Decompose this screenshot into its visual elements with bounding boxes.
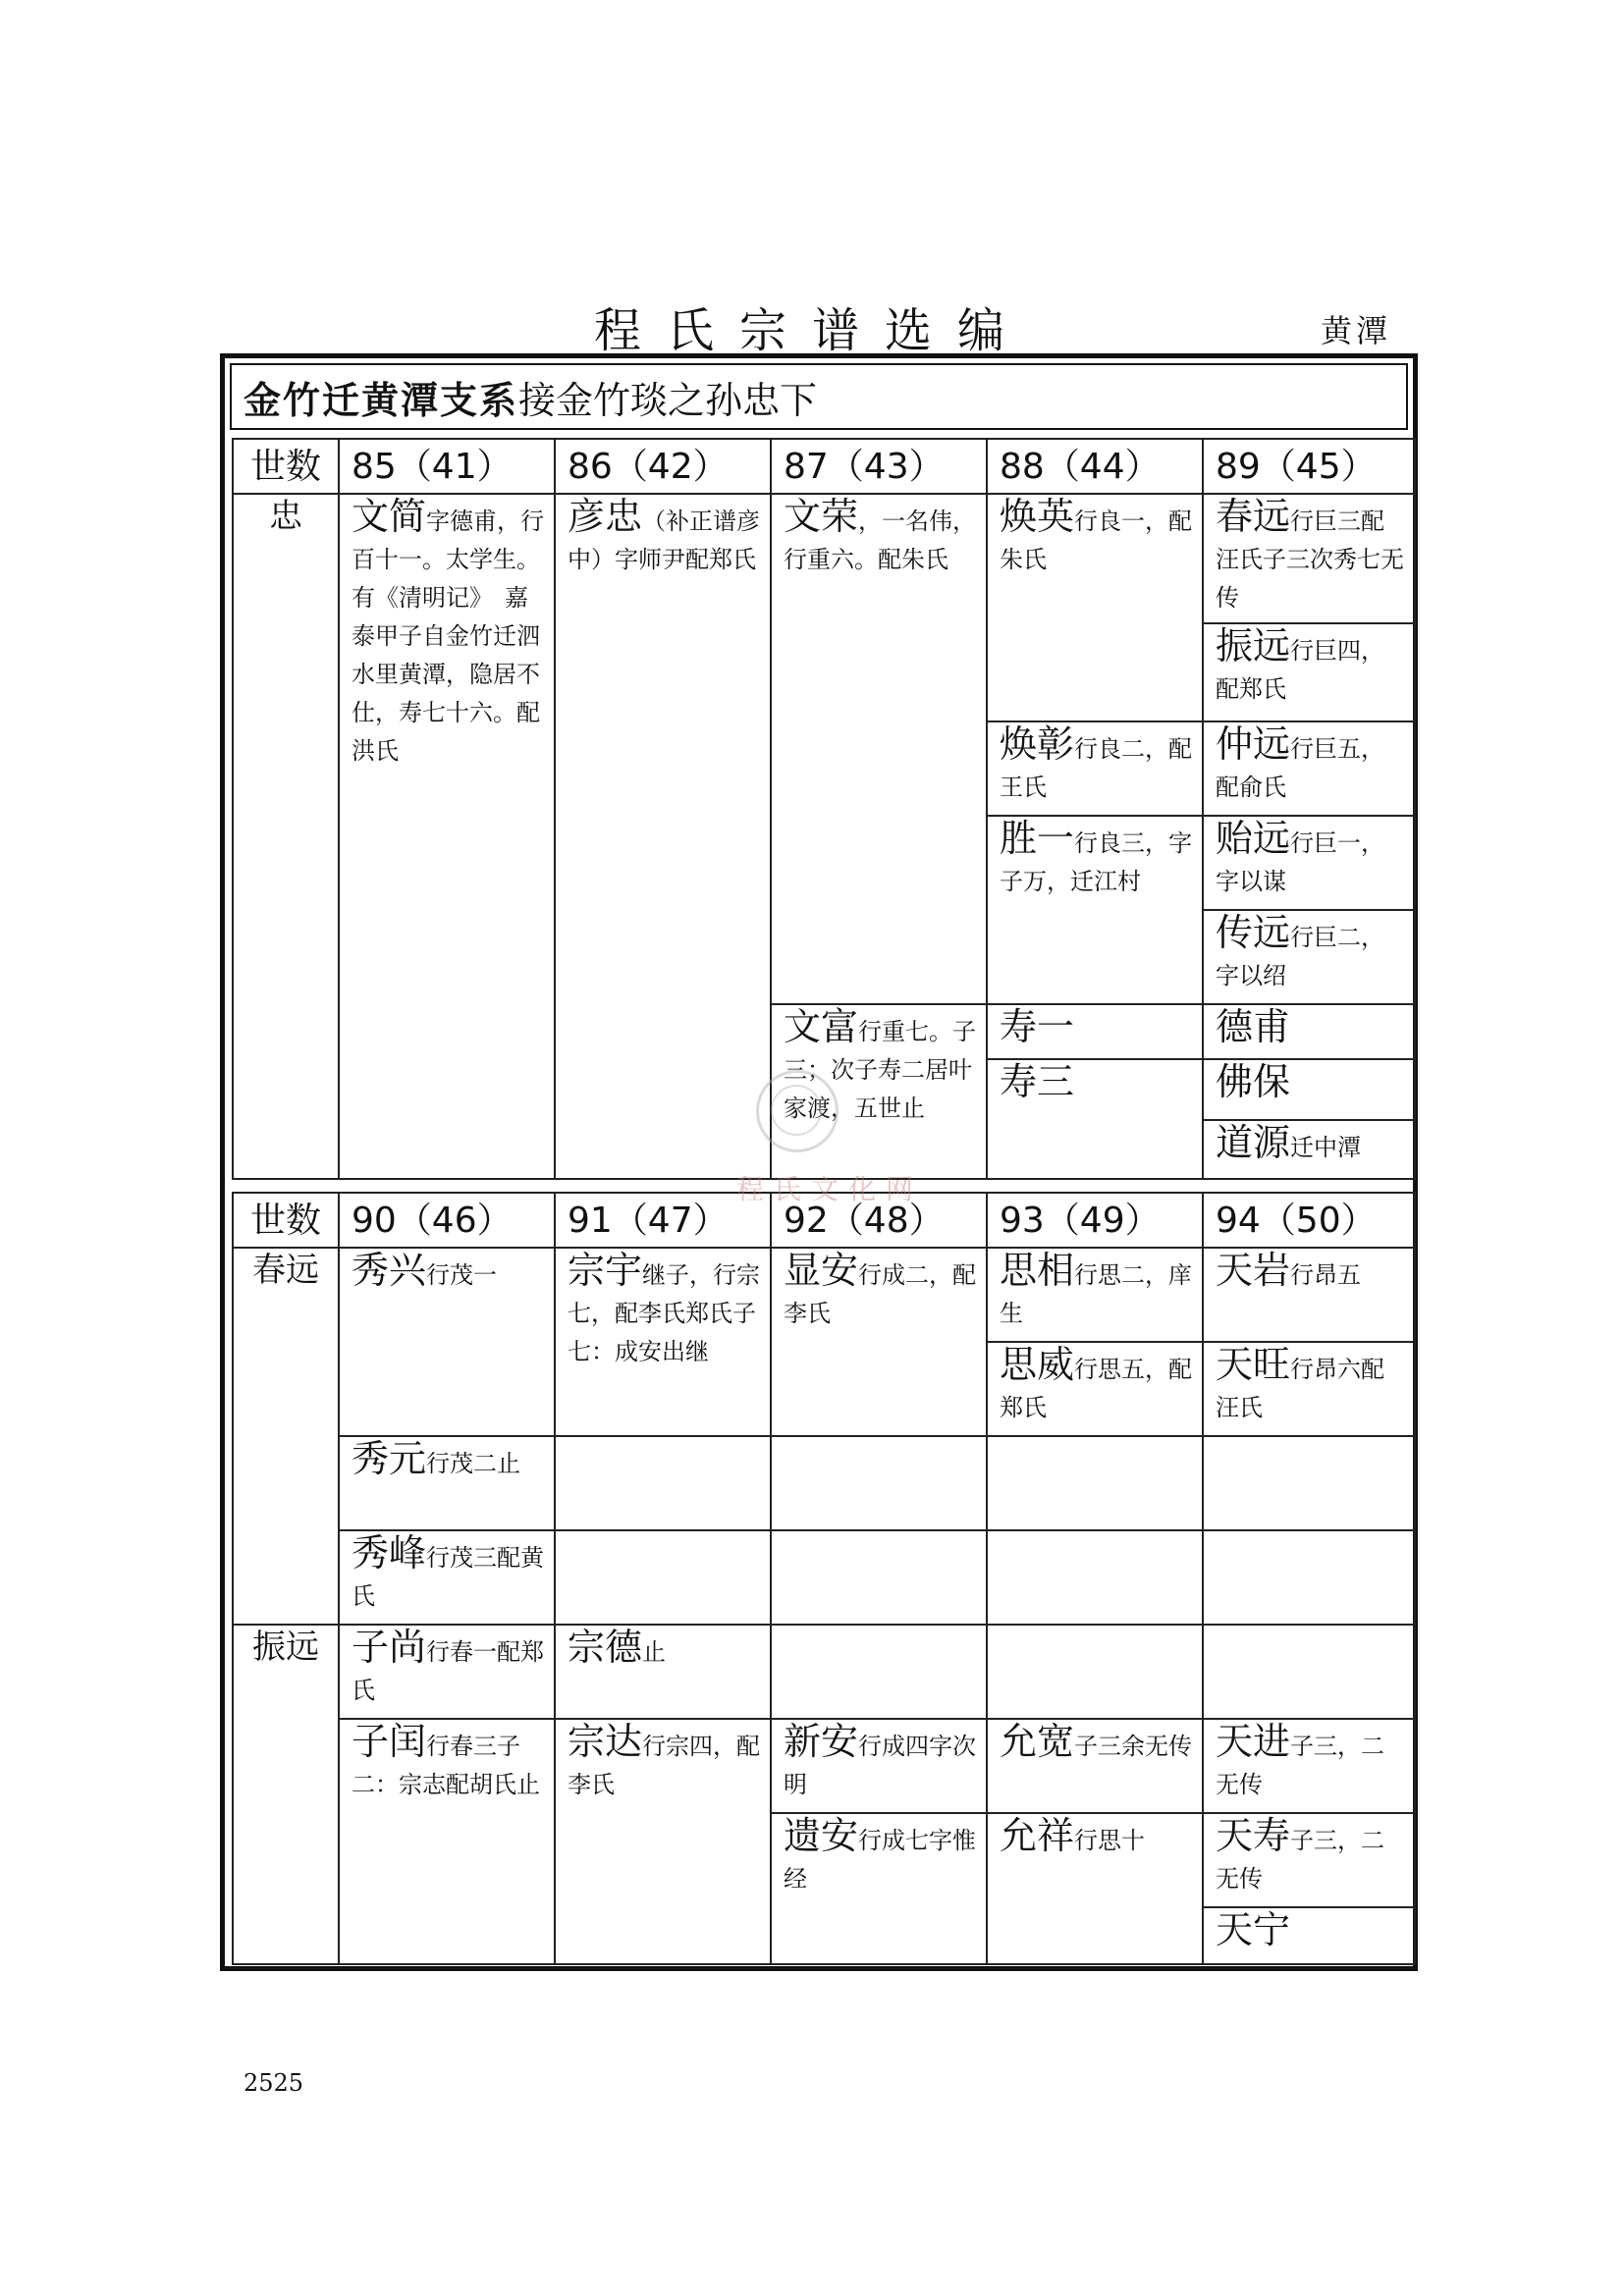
empty-cell — [771, 1436, 987, 1530]
branch-title: 金竹迁黄潭支系 — [244, 377, 519, 422]
person-note: 行巨五，配俞氏 — [1216, 735, 1385, 801]
person-name: 寿三 — [1000, 1060, 1075, 1103]
header-gen-92: 92（48） — [771, 1193, 987, 1248]
person-name: 德甫 — [1216, 1005, 1291, 1048]
header-gen-93: 93（49） — [987, 1193, 1203, 1248]
person-note: 行良二，配王氏 — [1000, 735, 1193, 801]
person-name: 子尚 — [352, 1626, 427, 1669]
header-gen-88: 88（44） — [987, 439, 1203, 494]
person-name: 传远 — [1216, 911, 1291, 954]
person-entry — [555, 1248, 771, 1436]
person-note: 行春三子二：宗志配胡氏止 — [352, 1733, 540, 1798]
person-note: 止 — [642, 1638, 667, 1666]
person-name: 文荣 — [784, 495, 859, 538]
person-name: 显安 — [784, 1249, 859, 1292]
person-note: 行昂六配汪氏 — [1216, 1356, 1385, 1421]
empty-cell — [771, 1530, 987, 1625]
person-entry — [555, 1719, 771, 1964]
person-entry — [1203, 1004, 1415, 1059]
person-note: 行茂三配黄氏 — [352, 1544, 545, 1610]
person-entry — [555, 494, 771, 1179]
person-entry — [987, 721, 1203, 816]
empty-cell — [987, 1530, 1203, 1625]
seal-inner-ring — [771, 1085, 822, 1136]
person-note: 子三，二无传 — [1216, 1733, 1385, 1798]
person-entry — [339, 1248, 555, 1436]
person-name: 天旺 — [1216, 1343, 1291, 1386]
person-note: 继子，行宗七，配李氏郑氏子七：成安出继 — [568, 1261, 761, 1365]
empty-cell — [555, 1436, 771, 1530]
person-entry — [987, 494, 1203, 721]
person-name: 道源 — [1216, 1121, 1291, 1164]
person-entry — [1203, 494, 1415, 623]
person-name: 文简 — [352, 495, 427, 538]
person-name: 宗达 — [568, 1720, 643, 1763]
person-entry — [987, 1004, 1203, 1059]
person-name: 焕英 — [1000, 495, 1075, 538]
person-entry — [771, 494, 987, 1004]
person-note: 行茂二止 — [426, 1450, 521, 1477]
empty-cell — [771, 1625, 987, 1719]
person-note: 迁中潭 — [1290, 1134, 1362, 1161]
person-name: 思相 — [1000, 1249, 1075, 1292]
header-row — [233, 439, 1415, 494]
person-name: 宗德 — [568, 1626, 643, 1669]
person-note: 行昂五 — [1290, 1261, 1362, 1289]
header-generation-label: 世数 — [233, 439, 339, 494]
person-entry — [987, 1059, 1203, 1179]
person-name: 天进 — [1216, 1720, 1291, 1763]
person-entry — [987, 1719, 1203, 1813]
empty-cell — [1203, 1436, 1415, 1530]
person-entry — [1203, 1342, 1415, 1436]
person-entry — [987, 1813, 1203, 1964]
header-gen-87: 87（43） — [771, 439, 987, 494]
person-entry — [1203, 721, 1415, 816]
person-name: 允宽 — [1000, 1720, 1075, 1763]
person-entry — [1203, 1907, 1415, 1964]
person-name: 遗安 — [784, 1814, 859, 1857]
person-note: 行成四字次明 — [784, 1733, 977, 1798]
branch-subtitle: 接金竹琰之孙忠下 — [518, 378, 818, 422]
person-name: 佛保 — [1216, 1060, 1291, 1103]
person-entry — [771, 1248, 987, 1436]
person-entry — [339, 1530, 555, 1625]
person-note: 行思十 — [1074, 1827, 1146, 1854]
ancestor-label: 振远 — [233, 1625, 339, 1964]
empty-cell — [555, 1530, 771, 1625]
header-gen-86: 86（42） — [555, 439, 771, 494]
site-watermark: 程氏文化网 — [736, 1173, 924, 1205]
person-note: 行良一，配朱氏 — [1000, 507, 1193, 573]
person-name: 宗宇 — [568, 1249, 643, 1292]
person-entry — [339, 1436, 555, 1530]
person-entry — [1203, 1719, 1415, 1813]
ancestor-label: 春远 — [233, 1248, 339, 1625]
person-name: 允祥 — [1000, 1814, 1075, 1857]
person-name: 秀元 — [352, 1437, 427, 1480]
person-entry — [339, 494, 555, 1179]
person-note: 行成七字惟经 — [784, 1827, 977, 1893]
person-name: 文富 — [784, 1005, 859, 1048]
person-name: 天寿 — [1216, 1814, 1291, 1857]
person-entry — [1203, 623, 1415, 721]
person-name: 新安 — [784, 1720, 859, 1763]
page-tag: 黄潭 — [1321, 312, 1392, 349]
person-note: 行良三，字子万，迁江村 — [1000, 829, 1193, 895]
person-note: 行巨三配汪氏子三次秀七无传 — [1216, 507, 1404, 612]
person-name: 秀兴 — [352, 1249, 427, 1292]
empty-cell — [987, 1625, 1203, 1719]
person-note: 行茂一 — [426, 1261, 498, 1289]
person-name: 春远 — [1216, 495, 1291, 538]
person-entry — [987, 1342, 1203, 1436]
person-note: 行巨一，字以谋 — [1216, 829, 1385, 895]
person-note: 子三，二无传 — [1216, 1827, 1385, 1893]
person-name: 寿一 — [1000, 1005, 1075, 1048]
person-name: 仲远 — [1216, 722, 1291, 766]
person-note: （补正谱彦中）字师尹配郑氏 — [568, 507, 761, 573]
header-gen-89: 89（45） — [1203, 439, 1415, 494]
person-entry — [1203, 910, 1415, 1004]
person-name: 思威 — [1000, 1343, 1075, 1386]
person-entry — [555, 1625, 771, 1719]
person-note: 行宗四，配李氏 — [568, 1733, 761, 1798]
empty-cell — [987, 1436, 1203, 1530]
person-note: 行巨四，配郑氏 — [1216, 637, 1385, 703]
person-entry — [1203, 816, 1415, 910]
person-name: 天岩 — [1216, 1249, 1291, 1292]
branch-headline — [230, 363, 1408, 430]
person-name: 焕彰 — [1000, 722, 1075, 766]
person-entry — [1203, 1059, 1415, 1120]
person-name: 秀峰 — [352, 1531, 427, 1575]
ancestor-label: 忠 — [233, 494, 339, 1179]
person-note: 行思二，庠生 — [1000, 1261, 1193, 1327]
person-entry — [1203, 1813, 1415, 1907]
person-note: 行重七。子三；次子寿二居叶家渡，五世止 — [784, 1018, 977, 1122]
header-gen-94: 94（50） — [1203, 1193, 1415, 1248]
header-gen-85: 85（41） — [339, 439, 555, 494]
person-name: 彦忠 — [568, 495, 643, 538]
genealogy-table-1 — [232, 438, 1416, 1180]
person-name: 天宁 — [1216, 1908, 1291, 1951]
person-note: 行巨二，字以绍 — [1216, 924, 1385, 989]
person-entry — [987, 1248, 1203, 1342]
person-entry — [1203, 1248, 1415, 1342]
page-title: 程氏宗谱选编 — [593, 303, 1030, 358]
person-entry — [339, 1625, 555, 1719]
person-entry — [771, 1813, 987, 1964]
person-note: 子三余无传 — [1074, 1733, 1193, 1760]
empty-cell — [1203, 1530, 1415, 1625]
person-name: 胜一 — [1000, 817, 1075, 860]
person-name: 子闰 — [352, 1720, 427, 1763]
header-gen-91: 91（47） — [555, 1193, 771, 1248]
person-note: 字德甫，行百十一。太学生。有《清明记》 嘉泰甲子自金竹迁泗水里黄潭，隐居不仕，寿七十六。配洪氏 — [352, 507, 545, 765]
empty-cell — [1203, 1625, 1415, 1719]
person-note: 行思五，配郑氏 — [1000, 1356, 1193, 1421]
page-number: 2525 — [244, 2069, 304, 2097]
person-note: 行春一配郑氏 — [352, 1638, 545, 1704]
header-generation-label: 世数 — [233, 1193, 339, 1248]
header-gen-90: 90（46） — [339, 1193, 555, 1248]
seal-watermark — [756, 1070, 839, 1152]
person-entry — [339, 1719, 555, 1964]
person-name: 贻远 — [1216, 817, 1291, 860]
person-note: 行成二，配李氏 — [784, 1261, 977, 1327]
person-name: 振远 — [1216, 624, 1291, 667]
person-entry — [771, 1719, 987, 1813]
person-note: ，一名伟，行重六。配朱氏 — [784, 507, 977, 573]
person-entry — [1203, 1120, 1415, 1179]
genealogy-table-2 — [232, 1192, 1416, 1965]
person-entry — [987, 816, 1203, 1004]
